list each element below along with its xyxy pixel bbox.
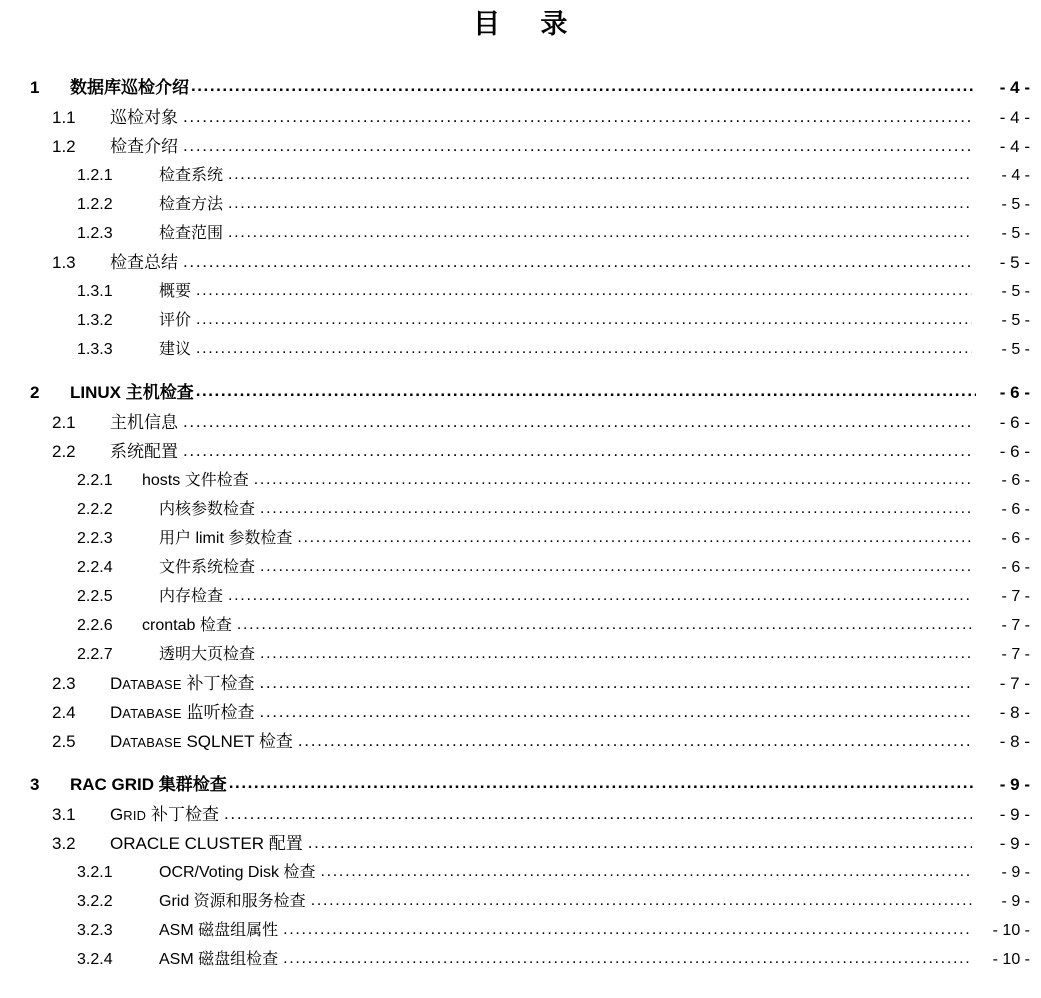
- toc-entry-number: 1.3.1: [77, 283, 113, 300]
- toc-entry[interactable]: [30, 769, 1030, 800]
- toc-dot-leader: [196, 276, 972, 305]
- toc-entry-label: 概要: [159, 283, 192, 300]
- toc-entry-number: 3.2: [52, 834, 76, 853]
- toc-dot-leader: [260, 552, 972, 581]
- toc-entry-number: 1.3.3: [77, 341, 113, 358]
- toc-entry-number: 3.2.1: [77, 864, 113, 881]
- toc-entry-label: 文件系统检查: [159, 559, 256, 576]
- toc-entry[interactable]: [30, 800, 1030, 829]
- toc-dot-leader: [228, 160, 972, 189]
- toc-dot-leader: [191, 70, 976, 101]
- toc-entry-number: 2.5: [52, 732, 76, 751]
- toc-entry-number: 1.2.3: [77, 225, 113, 242]
- toc-dot-leader: [308, 828, 972, 857]
- toc-page-number: - 6 -: [1001, 472, 1030, 489]
- toc-dot-leader: [283, 915, 972, 944]
- toc-entry[interactable]: [30, 916, 1030, 945]
- toc-entry-label: 用户 limit 参数检查: [159, 530, 293, 547]
- toc-dot-leader: [196, 375, 976, 406]
- toc-dot-leader: [224, 799, 972, 828]
- toc-page-number: - 7 -: [1001, 617, 1030, 634]
- toc-entry-number: 1: [30, 78, 40, 97]
- toc-page-number: - 4 -: [1001, 167, 1030, 184]
- smallcaps-initial: D: [110, 703, 123, 722]
- toc-page-number: - 4 -: [999, 137, 1030, 156]
- toc-entry-label: 透明大页检查: [159, 646, 256, 663]
- toc-entry-number: 1.2.2: [77, 196, 113, 213]
- toc-entry-number: 2.2: [52, 442, 76, 461]
- toc-entry-number: 2.2.2: [77, 501, 113, 518]
- toc-entry[interactable]: [30, 582, 1030, 611]
- toc-dot-leader: [254, 465, 972, 494]
- toc-entry-label: ASM 磁盘组属性: [159, 922, 279, 939]
- toc-dot-leader: [183, 407, 972, 436]
- toc-dot-leader: [298, 726, 972, 755]
- page-title: 目 录: [473, 9, 568, 40]
- toc-entry[interactable]: [30, 161, 1030, 190]
- toc-page-number: - 5 -: [1001, 283, 1030, 300]
- toc-entry-number: 3: [30, 775, 40, 794]
- toc-page-number: - 9 -: [999, 775, 1030, 794]
- toc-entry-label-text: SQLNET 检查: [181, 732, 293, 751]
- toc-entry[interactable]: [30, 858, 1030, 887]
- toc-entry-number: 2.2.1: [77, 472, 113, 489]
- toc-page-number: - 9 -: [1001, 864, 1030, 881]
- toc-entry-label: 巡检对象: [110, 108, 178, 127]
- toc-entry-label: Grid 资源和服务检查: [159, 893, 306, 910]
- toc-page-number: - 6 -: [1001, 501, 1030, 518]
- toc-entry-number: 2: [30, 383, 40, 402]
- toc-entry-number: 2.4: [52, 703, 76, 722]
- toc-entry-label: 检查方法: [159, 196, 224, 213]
- toc-entry-label: 评价: [159, 312, 192, 329]
- toc-entry-number: 3.2.3: [77, 922, 113, 939]
- toc-dot-leader: [260, 494, 972, 523]
- toc-entry[interactable]: [30, 829, 1030, 858]
- toc-page-number: - 6 -: [999, 383, 1030, 402]
- smallcaps-initial: D: [110, 674, 123, 693]
- toc-entry-label: [110, 727, 293, 757]
- toc-dot-leader: [237, 610, 972, 639]
- toc-entry-number: 1.3.2: [77, 312, 113, 329]
- toc-dot-leader: [183, 131, 972, 160]
- toc-dot-leader: [311, 886, 972, 915]
- toc-entry[interactable]: [30, 306, 1030, 335]
- toc-entry[interactable]: [30, 495, 1030, 524]
- toc-entry-number: 2.2.7: [77, 646, 113, 663]
- toc-entry-label: 建议: [159, 341, 192, 358]
- toc-entry[interactable]: [30, 277, 1030, 306]
- toc-page-number: - 8 -: [999, 732, 1030, 751]
- toc-dot-leader: [321, 857, 973, 886]
- toc-page-number: - 7 -: [999, 674, 1030, 693]
- toc-entry[interactable]: [30, 377, 1030, 408]
- toc-page-number: - 6 -: [999, 413, 1030, 432]
- toc-entry[interactable]: [30, 72, 1030, 103]
- toc-entry-label: 系统配置: [110, 442, 178, 461]
- toc-entry-label: ASM 磁盘组检查: [159, 951, 279, 968]
- toc-page-number: - 6 -: [1001, 559, 1030, 576]
- toc-entry-label: 检查介绍: [110, 137, 178, 156]
- toc-page-number: - 9 -: [999, 834, 1030, 853]
- toc-entry-number: 2.3: [52, 674, 76, 693]
- toc-page-number: - 5 -: [1001, 196, 1030, 213]
- toc-entry-number: 1.2.1: [77, 167, 113, 184]
- toc-entry-label: [110, 800, 219, 830]
- toc-dot-leader: [196, 334, 972, 363]
- toc-entry-label: 检查总结: [110, 253, 178, 272]
- toc-entry-number: 2.1: [52, 413, 76, 432]
- toc-dot-leader: [183, 436, 972, 465]
- toc-entry-label: OCR/Voting Disk 检查: [159, 864, 316, 881]
- toc-entry[interactable]: [30, 248, 1030, 277]
- toc-dot-leader: [228, 581, 972, 610]
- toc-entry-label: 检查系统: [159, 167, 224, 184]
- toc-page-number: - 5 -: [999, 253, 1030, 272]
- toc-dot-leader: [196, 305, 972, 334]
- toc-entry[interactable]: [30, 335, 1030, 364]
- toc-dot-leader: [229, 767, 976, 798]
- table-of-contents: [0, 72, 1041, 974]
- toc-page-number: - 7 -: [1001, 646, 1030, 663]
- toc-dot-leader: [297, 523, 972, 552]
- toc-entry-label: [110, 698, 254, 728]
- toc-page-number: - 5 -: [1001, 341, 1030, 358]
- toc-dot-leader: [283, 944, 972, 973]
- toc-entry[interactable]: [30, 437, 1030, 466]
- toc-entry-label: 内存检查: [159, 588, 224, 605]
- toc-entry-label: hosts 文件检查: [142, 472, 249, 489]
- toc-page-number: - 9 -: [999, 805, 1030, 824]
- toc-entry-number: 3.2.2: [77, 893, 113, 910]
- toc-entry-number: 1.2: [52, 137, 76, 156]
- smallcaps-remainder: ATABASE: [122, 735, 182, 750]
- smallcaps-initial: G: [110, 805, 124, 824]
- toc-entry-label: 数据库巡检介绍: [70, 78, 189, 97]
- toc-dot-leader: [183, 102, 972, 131]
- toc-page-number: - 9 -: [1001, 893, 1030, 910]
- toc-entry-label-text: 监听检查: [181, 703, 255, 722]
- toc-entry[interactable]: [30, 611, 1030, 640]
- toc-entry[interactable]: [30, 408, 1030, 437]
- toc-entry[interactable]: [30, 219, 1030, 248]
- smallcaps-remainder: ATABASE: [122, 677, 182, 692]
- toc-dot-leader: [228, 218, 972, 247]
- smallcaps-remainder: RID: [123, 808, 147, 823]
- toc-entry[interactable]: [30, 190, 1030, 219]
- toc-dot-leader: [259, 697, 972, 726]
- smallcaps-initial: D: [110, 732, 123, 751]
- toc-entry-label: 主机信息: [110, 413, 178, 432]
- smallcaps-remainder: ATABASE: [122, 706, 182, 721]
- toc-entry-number: 3.2.4: [77, 951, 113, 968]
- toc-dot-leader: [259, 668, 972, 697]
- toc-entry-number: 2.2.4: [77, 559, 113, 576]
- toc-entry[interactable]: [30, 698, 1030, 727]
- toc-entry-label: [110, 669, 254, 699]
- toc-page-number: - 5 -: [1001, 312, 1030, 329]
- toc-entry[interactable]: [30, 466, 1030, 495]
- toc-entry[interactable]: [30, 887, 1030, 916]
- toc-entry[interactable]: [30, 727, 1030, 756]
- toc-entry[interactable]: [30, 103, 1030, 132]
- toc-entry-label: LINUX 主机检查: [70, 383, 194, 402]
- toc-entry[interactable]: [30, 132, 1030, 161]
- toc-dot-leader: [260, 639, 972, 668]
- toc-page-number: - 4 -: [999, 108, 1030, 127]
- toc-page-number: - 8 -: [999, 703, 1030, 722]
- toc-dot-leader: [228, 189, 972, 218]
- toc-entry-label: crontab 检查: [142, 617, 232, 634]
- toc-entry[interactable]: [30, 553, 1030, 582]
- toc-entry-number: 2.2.3: [77, 530, 113, 547]
- toc-entry[interactable]: [30, 945, 1030, 974]
- toc-entry[interactable]: [30, 669, 1030, 698]
- toc-entry-label: 内核参数检查: [159, 501, 256, 518]
- toc-entry-number: 1.3: [52, 253, 76, 272]
- toc-page-number: - 4 -: [999, 78, 1030, 97]
- toc-page-number: - 10 -: [992, 951, 1030, 968]
- toc-entry-label: RAC GRID 集群检查: [70, 775, 227, 794]
- toc-entry-label: ORACLE CLUSTER 配置: [110, 834, 303, 853]
- toc-entry-number: 2.2.6: [77, 617, 113, 634]
- toc-entry-label: 检查范围: [159, 225, 224, 242]
- toc-entry-label-text: 补丁检查: [181, 674, 255, 693]
- toc-entry-number: 3.1: [52, 805, 76, 824]
- toc-entry[interactable]: [30, 524, 1030, 553]
- toc-page-number: - 6 -: [1001, 530, 1030, 547]
- toc-entry-number: 2.2.5: [77, 588, 113, 605]
- toc-entry-label-text: 补丁检查: [146, 805, 219, 824]
- toc-entry-number: 1.1: [52, 108, 76, 127]
- toc-page-number: - 5 -: [1001, 225, 1030, 242]
- toc-page-number: - 6 -: [999, 442, 1030, 461]
- toc-entry[interactable]: [30, 640, 1030, 669]
- toc-dot-leader: [183, 247, 972, 276]
- toc-page-number: - 10 -: [992, 922, 1030, 939]
- toc-page-number: - 7 -: [1001, 588, 1030, 605]
